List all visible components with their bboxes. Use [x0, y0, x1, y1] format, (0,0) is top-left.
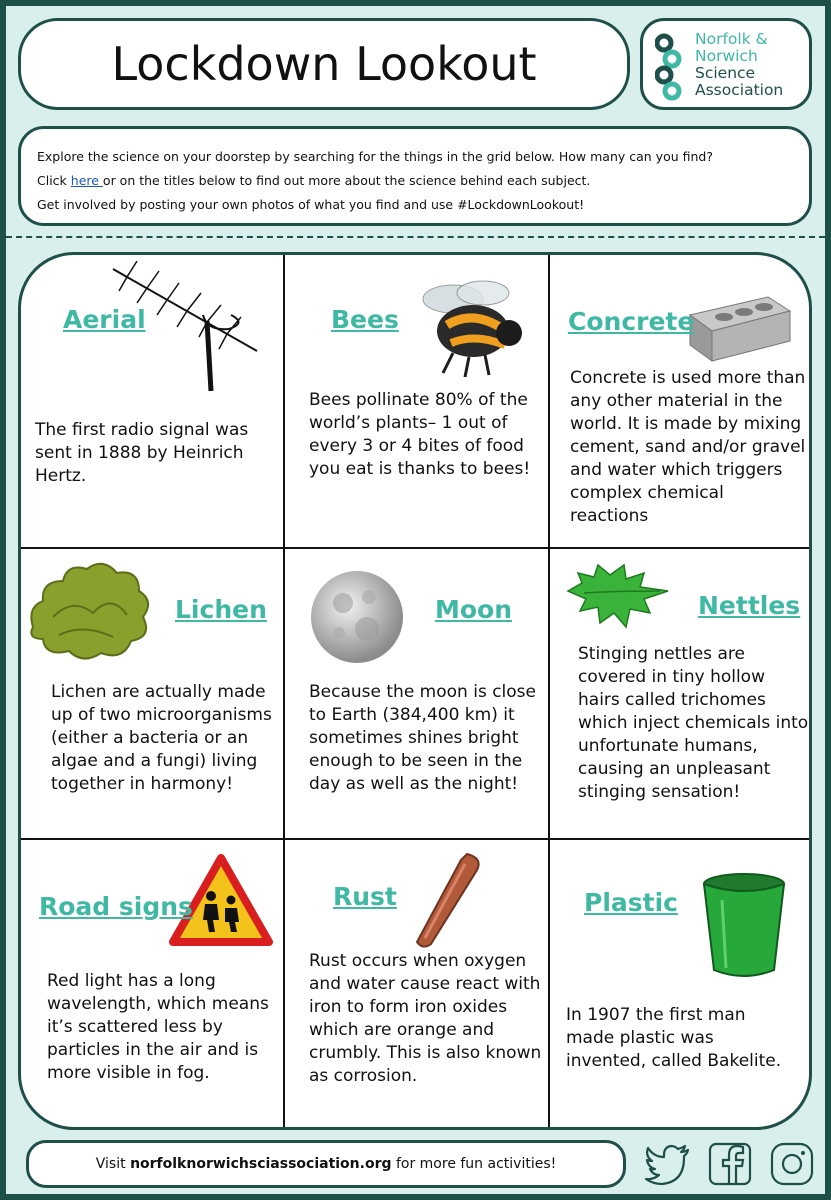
intro-line-2 [37, 169, 793, 193]
logo-line-1: Norfolk & [695, 30, 768, 48]
intro-line-3: Get involved by posting your own photos of what you find and use #LockdownLookout! [37, 197, 585, 212]
green-bucket-icon [696, 870, 792, 982]
cell-title-road-signs[interactable]: Road signs [39, 892, 193, 921]
website-link[interactable]: norfolknorwichsciassociation.org [130, 1156, 392, 1172]
intro-line-2-post: or on the titles below to find out more about the science behind each subject. [102, 173, 591, 188]
cell-title-nettles[interactable]: Nettles [698, 591, 801, 620]
intro-panel [18, 126, 812, 226]
cell-text-nettles: Stinging nettles are covered in tiny hollow hairs called trichomes which inject chemicals into unfortunate humans, causing an unpleasant stinging sensation! [578, 644, 809, 802]
cell-aerial [21, 255, 283, 547]
cell-text-aerial: The first radio signal was sent in 1888 by Heinrich Hertz. [35, 420, 249, 486]
logo-text [695, 31, 783, 99]
lichen-icon [23, 557, 157, 665]
concrete-block-icon [686, 293, 794, 363]
cell-title-rust[interactable]: Rust [333, 882, 397, 911]
cell-rust [285, 840, 548, 1130]
cell-text-plastic: In 1907 the first man made plastic was invented, called Bakelite. [566, 1005, 782, 1071]
cell-plastic [550, 840, 812, 1130]
cell-text-rust: Rust occurs when oxygen and water cause react with iron to form iron oxides which are orange and crumbly. This is also known as corrosion. [309, 951, 542, 1086]
cell-bees [285, 255, 548, 547]
footer-pre: Visit [95, 1156, 131, 1172]
cell-moon [285, 549, 548, 838]
cell-title-bees[interactable]: Bees [331, 305, 399, 334]
cell-text-moon: Because the moon is close to Earth (384,400 km) it sometimes shines bright enough to be seen in the day as well as the night! [309, 682, 536, 794]
facebook-icon[interactable] [706, 1140, 754, 1188]
cell-title-aerial[interactable]: Aerial [63, 305, 146, 334]
cell-nettles [550, 549, 812, 838]
dashed-divider [6, 236, 825, 238]
footer-post: for more fun activities! [391, 1156, 557, 1172]
cell-text-concrete: Concrete is used more than any other material in the world. It is made by mixing cement, sand and/or gravel and water which triggers complex chemical reactions [570, 368, 806, 526]
cell-lichen [21, 549, 283, 838]
intro-line-2-pre: Click [37, 173, 71, 188]
cell-text-lichen: Lichen are actually made up of two microorganisms (either a bacteria or an algae and a fungi) living together in harmony! [51, 682, 272, 794]
cell-title-moon[interactable]: Moon [435, 595, 513, 624]
title-banner [18, 18, 630, 110]
cell-text-road-signs: Red light has a long wavelength, which means it’s scattered less by particles in the air and is more visible in fog. [47, 971, 269, 1083]
moon-icon [309, 569, 405, 665]
nettle-leaf-icon [564, 561, 674, 633]
cell-road-signs [21, 840, 283, 1130]
twitter-icon[interactable] [644, 1140, 692, 1188]
footer-banner [26, 1140, 626, 1188]
dna-helix-logo-icon [655, 31, 683, 103]
rusty-pipe-icon [409, 850, 489, 950]
cell-text-bees: Bees pollinate 80% of the world’s plants– 1 out of every 3 or 4 bites of food you eat is thanks to bees! [309, 390, 531, 479]
logo-line-2: Norwich [695, 47, 758, 65]
bumblebee-icon [413, 269, 531, 379]
cell-title-plastic[interactable]: Plastic [584, 888, 678, 917]
logo-line-3: Science [695, 64, 756, 82]
lookout-grid [18, 252, 812, 1130]
intro-line-1: Explore the science on your doorstep by searching for the things in the grid below. How many can you find? [37, 149, 713, 164]
instagram-icon[interactable] [768, 1140, 816, 1188]
cell-title-lichen[interactable]: Lichen [175, 595, 267, 624]
here-link[interactable]: here [70, 173, 103, 188]
cell-concrete [550, 255, 812, 547]
logo[interactable] [640, 18, 812, 110]
page-title: Lockdown Lookout [111, 37, 537, 91]
cell-title-concrete[interactable]: Concrete [568, 307, 695, 336]
logo-line-4: Association [695, 81, 784, 99]
